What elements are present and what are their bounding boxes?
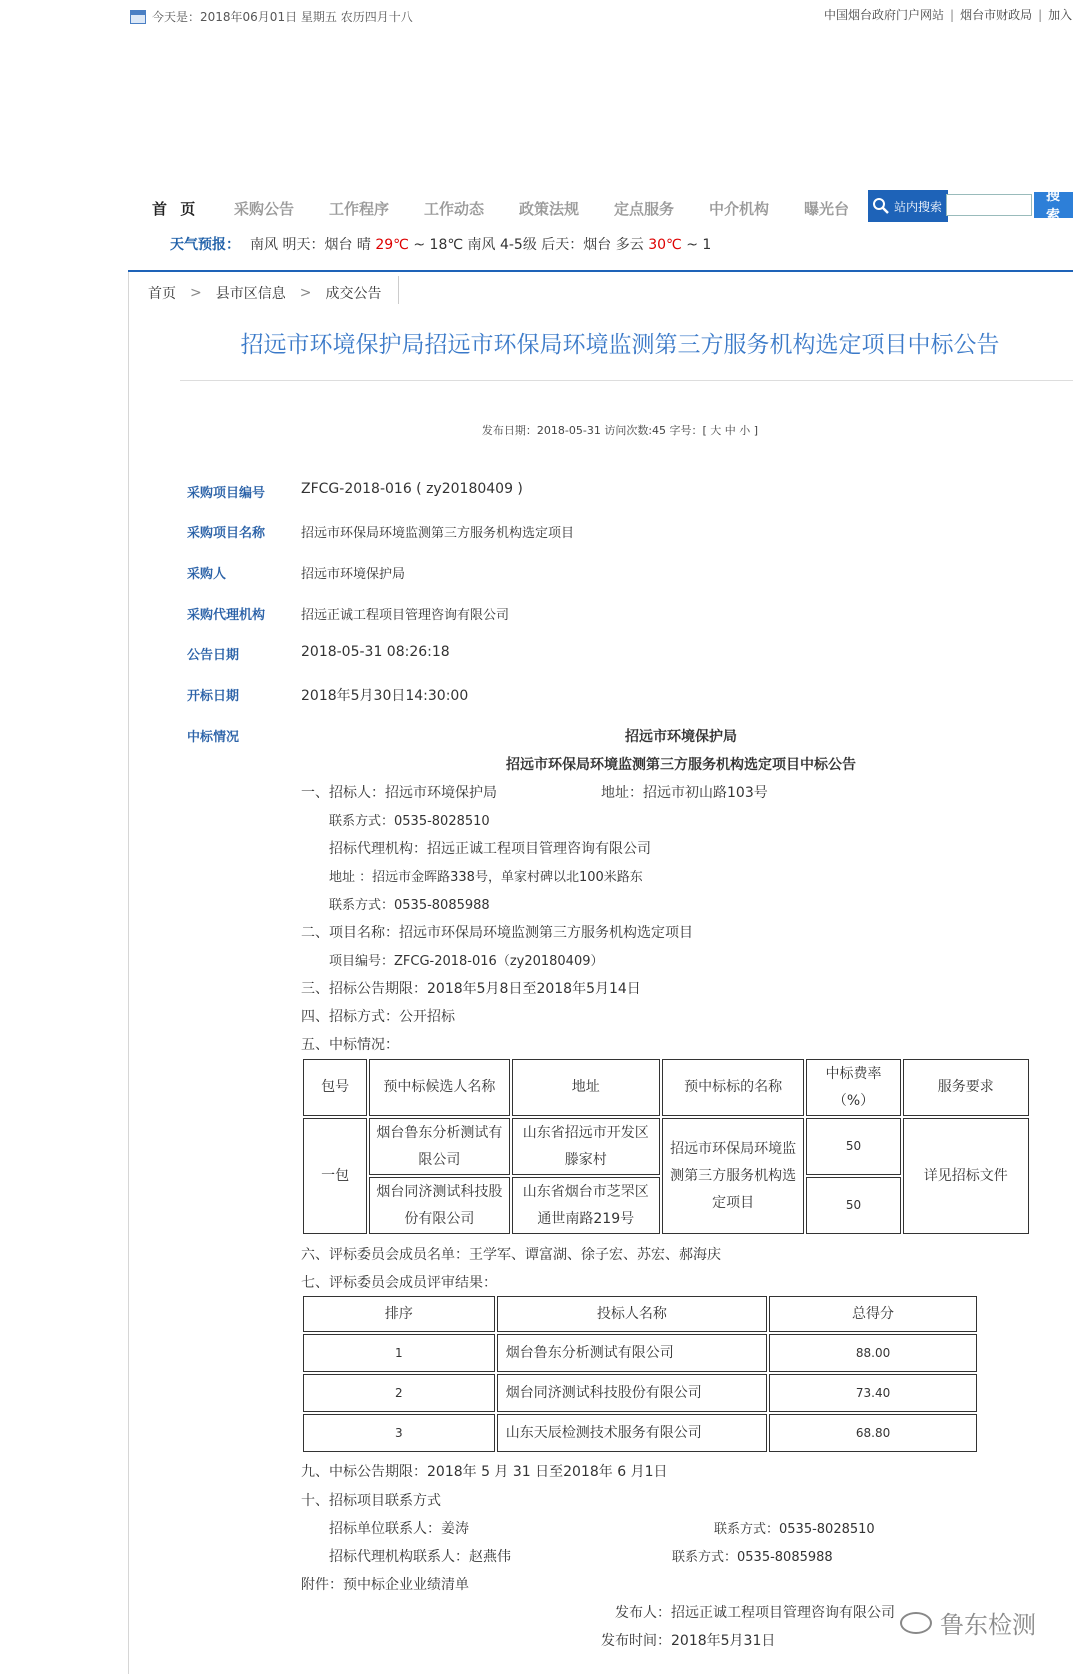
weather-text-2: ~ 18℃ 南风 4-5级 后天：烟台 多云 [408, 237, 649, 252]
chevron-right-icon: > [190, 285, 202, 301]
site-search-label [868, 190, 948, 222]
weather-forecast [170, 234, 711, 252]
doc-s9: 九、中标公告期限：2018年 5 月 31 日至2018年 6 月1日 [301, 1464, 668, 1480]
weather-label: 天气预报： [170, 237, 240, 252]
th-candidate: 预中标候选人名称 [369, 1059, 509, 1116]
chevron-right-icon: > [299, 285, 312, 301]
doc-s6: 六、评标委员会成员名单：王学军、谭富湖、徐子宏、苏宏、郝海庆 [301, 1247, 721, 1263]
cell-bidder: 烟台同济测试科技股份有限公司 [497, 1374, 767, 1412]
page-title: 招远市环境保护局招远市环保局环境监测第三方服务机构选定项目中标公告 [240, 332, 1000, 358]
nav-policy[interactable]: 政策法规 [519, 200, 580, 218]
table-row [303, 1374, 977, 1412]
watermark [900, 1605, 1036, 1640]
table-row [303, 1334, 977, 1372]
weather-temp-2: 30℃ [648, 237, 682, 252]
nav-divider [128, 270, 1073, 272]
field-value-open-date: 2018年5月30日14:30:00 [301, 688, 469, 704]
doc-s7: 七、评标委员会成员评审结果： [301, 1275, 497, 1291]
doc-s1d: 招标代理机构：招远正诚工程项目管理咨询有限公司 [329, 841, 651, 857]
link-finance-bureau[interactable]: 烟台市财政局 [960, 8, 1033, 22]
cell-rank: 3 [303, 1414, 495, 1452]
field-value-agency: 招远正诚工程项目管理咨询有限公司 [301, 608, 510, 623]
main-nav [152, 198, 899, 219]
table-row [303, 1414, 977, 1452]
doc-attachment[interactable]: 附件：预中标企业业绩清单 [301, 1577, 469, 1593]
th-rank: 排序 [303, 1296, 495, 1332]
link-yantai-gov[interactable]: 中国烟台政府门户网站 [824, 8, 945, 22]
cell-rank: 2 [303, 1374, 495, 1412]
th-service: 服务要求 [903, 1059, 1029, 1116]
th-package: 包号 [303, 1059, 367, 1116]
content-border [128, 272, 129, 1674]
doc-s1a: 一、招标人：招远市环境保护局 [301, 785, 497, 801]
weather-text-3: ~ 1 [681, 237, 712, 252]
th-address: 地址 [512, 1059, 660, 1116]
field-label-purchaser: 采购人 [187, 567, 227, 582]
field-label-project-name: 采购项目名称 [187, 526, 266, 541]
doc-s10a: 招标单位联系人：姜涛 [329, 1521, 469, 1537]
doc-s2a: 二、项目名称：招远市环保局环境监测第三方服务机构选定项目 [301, 925, 693, 941]
title-divider [180, 380, 1073, 381]
cell-candidate: 烟台鲁东分析测试有限公司 [369, 1118, 509, 1175]
table-row [303, 1118, 1029, 1175]
calendar-icon [130, 10, 146, 24]
date-text: 今天是：2018年06月01日 星期五 农历四月十八 [152, 10, 413, 24]
weather-text-1: 南风 明天：烟台 晴 [250, 237, 376, 252]
article-meta: 发布日期：2018-05-31 访问次数:45 字号：[ 大 中 小 ] [481, 424, 759, 437]
nav-exposure[interactable]: 曝光台 [804, 200, 850, 218]
doc-publisher: 发布人：招远正诚工程项目管理咨询有限公司 [615, 1605, 895, 1621]
award-table [301, 1057, 1031, 1236]
cell-subject: 招远市环保局环境监测第三方服务机构选定项目 [662, 1118, 804, 1234]
field-value-project-no: ZFCG-2018-016 ( zy20180409 ) [301, 481, 523, 497]
doc-heading-2: 招远市环保局环境监测第三方服务机构选定项目中标公告 [506, 757, 856, 773]
field-label-open-date: 开标日期 [187, 689, 240, 704]
field-label-agency: 采购代理机构 [187, 608, 266, 623]
nav-work-procedure[interactable]: 工作程序 [329, 200, 390, 218]
th-rate: 中标费率（%） [806, 1059, 900, 1116]
breadcrumb [148, 283, 381, 303]
score-table [301, 1294, 979, 1454]
search-button[interactable]: 搜 索 [1034, 192, 1073, 218]
cell-service: 详见招标文件 [903, 1118, 1029, 1234]
field-value-purchaser: 招远市环境保护局 [301, 567, 406, 582]
breadcrumb-home[interactable]: 首页 [148, 286, 176, 302]
th-bidder: 投标人名称 [497, 1296, 767, 1332]
breadcrumb-county-info[interactable]: 县市区信息 [215, 286, 286, 302]
nav-agency[interactable]: 中介机构 [709, 200, 770, 218]
nav-work-news[interactable]: 工作动态 [424, 200, 485, 218]
cell-bidder: 烟台鲁东分析测试有限公司 [497, 1334, 767, 1372]
doc-s5: 五、中标情况： [301, 1037, 399, 1053]
date-bar [130, 8, 413, 25]
field-label-project-no: 采购项目编号 [187, 486, 266, 501]
doc-s10c: 招标代理机构联系人：赵燕伟 [329, 1549, 511, 1565]
cell-address: 山东省烟台市芝罘区通世南路219号 [512, 1177, 660, 1234]
doc-s4: 四、招标方式：公开招标 [301, 1009, 455, 1025]
field-value-project-name: 招远市环保局环境监测第三方服务机构选定项目 [301, 526, 575, 541]
link-join[interactable]: 加入 [1048, 8, 1073, 22]
cell-score: 68.80 [769, 1414, 977, 1452]
cell-score: 73.40 [769, 1374, 977, 1412]
doc-s1f: 联系方式：0535-8085988 [329, 898, 490, 913]
top-links: 中国烟台政府门户网站 | 烟台市财政局 | 加入 [824, 8, 1073, 22]
wechat-icon [900, 1612, 932, 1634]
th-score: 总得分 [769, 1296, 977, 1332]
doc-s2b: 项目编号：ZFCG-2018-016（zy20180409） [329, 954, 604, 969]
th-subject: 预中标标的名称 [662, 1059, 804, 1116]
doc-s10b: 联系方式：0535-8028510 [714, 1522, 875, 1537]
cell-score: 88.00 [769, 1334, 977, 1372]
breadcrumb-divider [398, 276, 399, 304]
table-header-row [303, 1296, 977, 1332]
table-header-row [303, 1059, 1029, 1116]
field-value-notice-date: 2018-05-31 08:26:18 [301, 644, 450, 660]
doc-s10d: 联系方式：0535-8085988 [672, 1550, 833, 1565]
doc-s10: 十、招标项目联系方式 [301, 1493, 441, 1509]
search-input[interactable] [946, 194, 1032, 216]
nav-designated-service[interactable]: 定点服务 [614, 200, 675, 218]
site-search-text: 站内搜索 [894, 199, 943, 214]
nav-procurement-notice[interactable]: 采购公告 [234, 200, 295, 218]
doc-heading-1: 招远市环境保护局 [625, 729, 737, 745]
cell-bidder: 山东天辰检测技术服务有限公司 [497, 1414, 767, 1452]
doc-s1b: 地址：招远市初山路103号 [601, 785, 768, 801]
cell-package: 一包 [303, 1118, 367, 1234]
doc-s3: 三、招标公告期限：2018年5月8日至2018年5月14日 [301, 981, 641, 997]
cell-rank: 1 [303, 1334, 495, 1372]
doc-s1c: 联系方式：0535-8028510 [329, 814, 490, 829]
watermark-text: 鲁东检测 [940, 1611, 1036, 1639]
nav-home[interactable]: 首 页 [152, 200, 200, 218]
search-icon [872, 197, 890, 215]
breadcrumb-deal-notice[interactable]: 成交公告 [325, 286, 382, 302]
field-label-notice-date: 公告日期 [187, 648, 240, 663]
doc-pubtime: 发布时间：2018年5月31日 [601, 1633, 776, 1649]
doc-s1e: 地址 ：招远市金晖路338号，单家村碑以北100米路东 [329, 870, 643, 885]
cell-rate: 50 [806, 1118, 900, 1175]
cell-address: 山东省招远市开发区滕家村 [512, 1118, 660, 1175]
cell-rate: 50 [806, 1177, 900, 1234]
weather-temp-1: 29℃ [375, 237, 409, 252]
field-label-award: 中标情况 [187, 730, 240, 745]
cell-candidate: 烟台同济测试科技股份有限公司 [369, 1177, 509, 1234]
